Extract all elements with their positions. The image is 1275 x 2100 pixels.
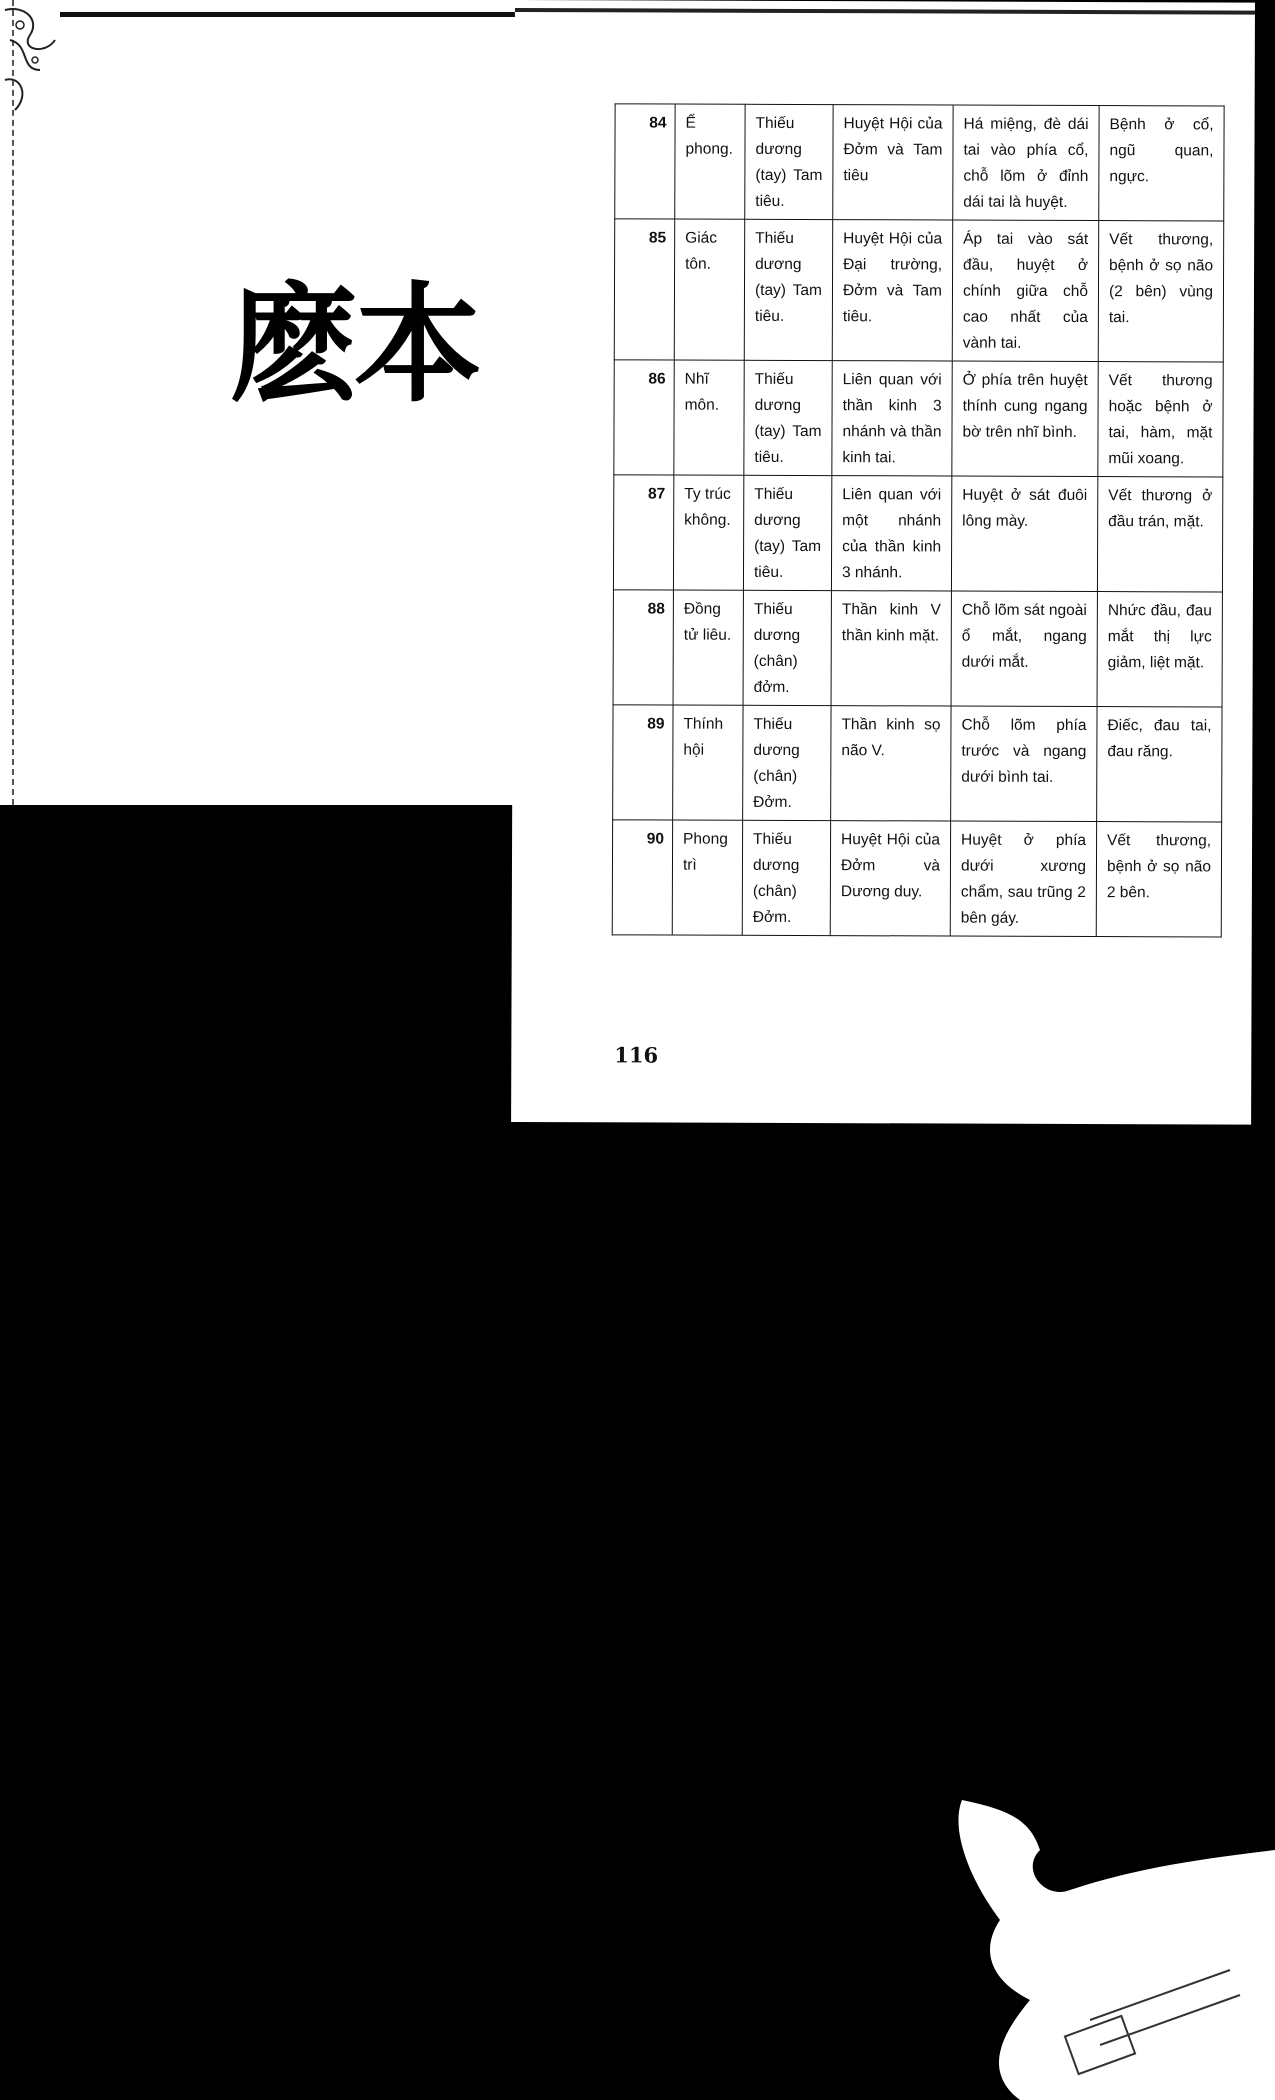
indication-cell: Vết thương, bệnh ở sọ não 2 bên.: [1096, 822, 1221, 937]
row-number-cell: 90: [612, 820, 672, 935]
meridian-cell: Thiếu dương (tay) Tam tiêu.: [744, 219, 832, 360]
calligraphy-decoration: 麽本: [230, 270, 479, 420]
location-cell: Há miệng, đè dái tai vào phía cổ, chỗ lõm ở đỉnh dái tai là huyệt.: [953, 105, 1099, 221]
corner-ornament-icon: [0, 0, 90, 120]
location-cell: Huyệt ở phía dưới xương chẩm, sau trũng 2 bên gáy.: [950, 821, 1096, 937]
anatomy-cell: Liên quan với một nhánh của thần kinh 3 nhánh.: [831, 476, 951, 591]
table-row: [615, 104, 1224, 221]
anatomy-cell: Huyệt Hội của Đại trường, Đởm và Tam tiêu.: [832, 220, 952, 361]
meridian-cell: Thiếu dương (chân) Đởm.: [743, 705, 831, 820]
row-number-cell: 84: [615, 104, 675, 219]
meridian-cell: Thiếu dương (tay) Tam tiêu.: [745, 104, 833, 219]
row-number-cell: 89: [613, 705, 673, 820]
point-name-cell: Đồng tử liêu.: [673, 590, 743, 705]
meridian-cell: Thiếu dương (tay) Tam tiêu.: [744, 360, 832, 475]
row-number-cell: 86: [614, 360, 674, 475]
anatomy-cell: Thần kinh V thần kinh mặt.: [831, 591, 951, 706]
point-name-cell: Nhĩ môn.: [674, 360, 744, 475]
point-name-cell: Ế phong.: [675, 104, 745, 219]
table-row: [612, 820, 1221, 937]
anatomy-cell: Thần kinh sọ não V.: [831, 706, 951, 821]
row-number-cell: 85: [614, 219, 674, 360]
location-cell: Áp tai vào sát đầu, huyệt ở chính giữa chỗ cao nhất của vành tai.: [952, 220, 1098, 362]
location-cell: Chỗ lõm sát ngoài ổ mắt, ngang dưới mắt.: [951, 591, 1097, 707]
acupoint-table: [612, 103, 1225, 937]
location-cell: Huyệt ở sát đuôi lông mày.: [951, 476, 1097, 592]
table-row: [613, 590, 1222, 707]
indication-cell: Vết thương ở đầu trán, mặt.: [1097, 477, 1222, 592]
meridian-cell: Thiếu dương (tay) Tam tiêu.: [743, 475, 831, 590]
row-number-cell: 87: [613, 475, 673, 590]
left-page-fragment: [0, 0, 525, 805]
table-row: [613, 475, 1222, 592]
indication-cell: Vết thương, bệnh ở sọ não (2 bên) vùng tai.: [1098, 221, 1223, 362]
indication-cell: Bệnh ở cổ, ngũ quan, ngực.: [1099, 106, 1224, 221]
location-cell: Ở phía trên huyệt thính cung ngang bờ trên nhĩ bình.: [952, 361, 1098, 477]
point-name-cell: Giác tôn.: [674, 219, 744, 360]
book-page: [511, 0, 1255, 1125]
table-row: [613, 705, 1222, 822]
anatomy-cell: Huyệt Hội của Đởm và Tam tiêu: [833, 105, 953, 220]
point-name-cell: Thính hội: [673, 705, 743, 820]
indication-cell: Nhức đầu, đau mắt thị lực giảm, liệt mặt.: [1097, 592, 1222, 707]
anatomy-cell: Liên quan với thần kinh 3 nhánh và thần kinh tai.: [832, 361, 952, 476]
row-number-cell: 88: [613, 590, 673, 705]
table-row: [614, 360, 1223, 477]
point-name-cell: Ty trúc không.: [673, 475, 743, 590]
indication-cell: Vết thương hoặc bệnh ở tai, hàm, mặt mũi xoang.: [1098, 362, 1223, 477]
location-cell: Chỗ lõm phía trước và ngang dưới bình tai.: [951, 706, 1097, 822]
indication-cell: Điếc, đau tai, đau răng.: [1097, 707, 1222, 822]
top-rule: [60, 12, 530, 17]
torn-page-corner: [950, 1790, 1275, 2100]
anatomy-cell: Huyệt Hội của Đởm và Dương duy.: [830, 821, 950, 936]
page-edge: [0, 0, 14, 805]
meridian-cell: Thiếu dương (chân) đởm.: [743, 590, 831, 705]
meridian-cell: Thiếu dương (chân) Đởm.: [742, 820, 830, 935]
point-name-cell: Phong trì: [672, 820, 742, 935]
table-row: [614, 219, 1223, 362]
page-number: 116: [614, 1042, 659, 1068]
top-rule: [515, 8, 1255, 15]
